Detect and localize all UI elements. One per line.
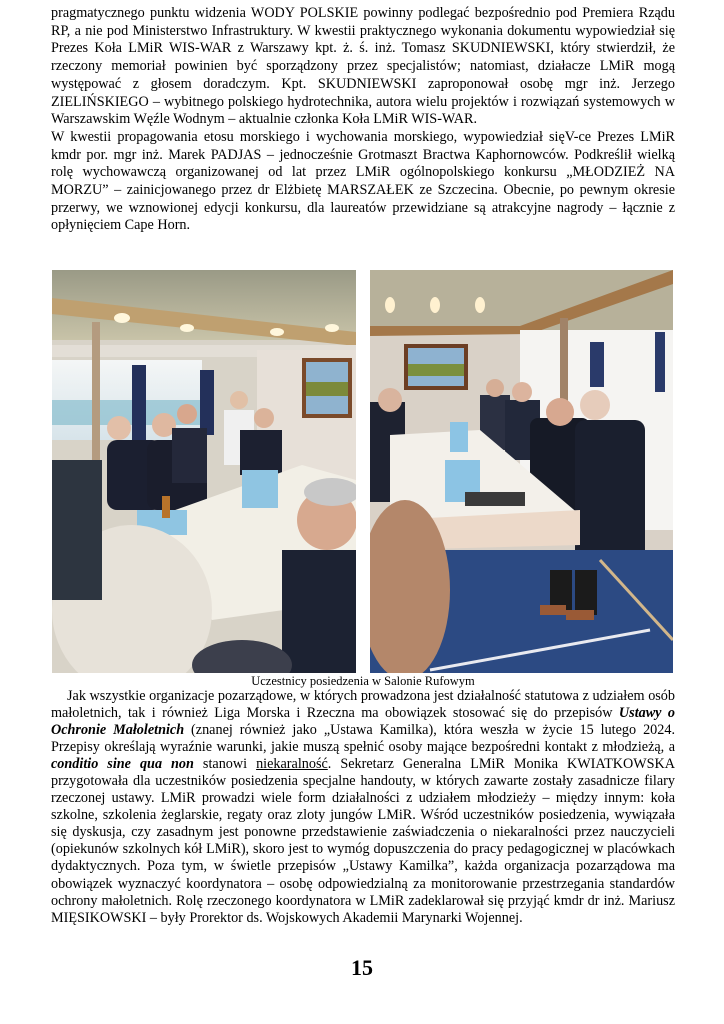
text-run: . Sekretarz Generalna LMiR Monika KWIATKOWSKA przygotowała dla uczestników posiedzenia specjalne handouty, w których zawarte zostały zasadnicze filary rzeczonej ustawy. LMiR prowadzi wiele form działalności z udziałem młodzieży – między innym: koła szkolne, szkolenia żeglarskie, regaty oraz zloty jungów LMiR. Wśród uczestników posiedzenia, wywiązała się dyskusja, czy zasadnym jest ponowne przedstawienie zaświadczenia o niekaralności przez nauczycieli (opiekunów szkolnych kół LMiR), skoro jest to wymóg dopuszczenia do pracy pedagogicznej w placówkach dydaktycznych. Poza tym, w świetle przepisów „Ustawy Kamilka”, każda organizacja pozarządowa ma obowiązek wyznaczyć koordynatora – osobę odpowiedzialną za monitorowanie przestrzegania standardów ochrony małoletnich. Rolę rzeczonego koordynatora w LMiR zadeklarował się przyjąć kmdr dr inż. Mariusz MIĘSIKOWSKI – były Prorektor ds. Wojskowych Akademii Marynarki Wojennej. — [51, 756, 675, 926]
page-number: 15 — [351, 955, 373, 980]
paragraph: W kwestii propagowania etosu morskiego i wychowania morskiego, wypowiedział sięV-ce Prezes LMiR kmdr por. mgr inż. Marek PADJAS – jednocześnie Grotmaszt Bractwa Kaphornowców. Podkreślił wielką rolę wychowawczą organizowanej od lat przez LMiR ogólnopolskiego konkursu „MŁODZIEŻ NA MORZU” – zainicjowanego przez dr Elżbietę MARSZAŁEK ze Szczecina. Obecnie, po pewnym okresie przerwy, we wznowionej edycji konkursu, dla laureatów przewidziane są atrakcyjne nagrody – łącznie z opłynięciem Cape Horn. — [51, 128, 675, 234]
text-run: (znanej również jako „Ustawa Kamilka), która weszła w życie 15 lutego 2024. Przepisy określają wyraźnie warunki, jakie muszą spełnić osoby mające bezpośredni kontakt z młodzieżą, a — [51, 722, 675, 756]
law-title: Ustawy o Ochronie Małoletnich — [51, 705, 676, 739]
top-text — [51, 5, 675, 235]
text-run: Jak wszystkie organizacje pozarządowe, w których prowadzona jest działalność statutowa z udziałem osób małoletnich, tak i również Liga Morska i Rzeczna ma obowiązek stosować się do przepisów — [51, 688, 675, 722]
photo-meeting-right — [370, 270, 673, 673]
photo-image — [370, 270, 673, 673]
underlined-term: niekaralność — [256, 756, 328, 773]
text-run: stanowi — [193, 756, 257, 773]
photo-image — [52, 270, 356, 673]
photo-meeting-left — [52, 270, 356, 673]
bottom-text — [51, 688, 675, 927]
photo-caption: Uczestnicy posiedzenia w Salonie Rufowym — [251, 674, 475, 688]
latin-phrase: conditio sine qua non — [51, 756, 194, 773]
paragraph — [51, 688, 675, 927]
paragraph: pragmatycznego punktu widzenia WODY POLSKIE powinny podlegać bezpośrednio pod Premiera Rządu RP, a nie pod Ministerstwo Infrastruktury. W kwestii praktycznego wykonania dokumentu wypowiedział się Prezes Koła LMiR WIS-WAR z Warszawy kpt. ż. ś. inż. Tomasz SKUDNIEWSKI, który stwierdził, że rzeczony memoriał powinien być sporządzony przez specjalistów; natomiast, działacze LMiR mogą występować z głosem doradczym. Kpt. SKUDNIEWSKI zaproponował osobę mgr inż. Jerzego ZIELIŃSKIEGO – wybitnego polskiego hydrotechnika, autora wielu projektów i rozwiązań systemowych w Warszawskim Węźle Wodnym – aktualnie członka Koła LMiR WIS-WAR. — [51, 5, 675, 128]
